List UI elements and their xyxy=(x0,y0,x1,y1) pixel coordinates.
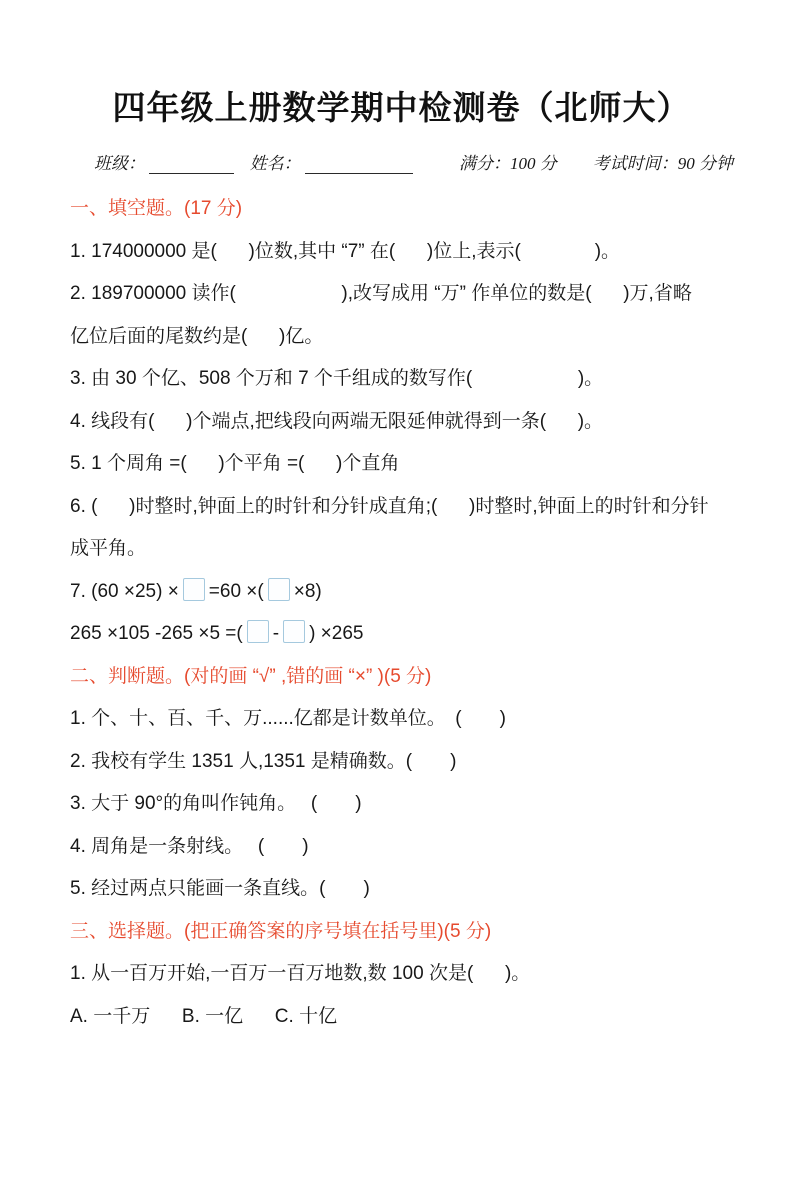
s2-question-4: 4. 周角是一条射线。 ( ) xyxy=(70,835,309,857)
section-2-heading: 二、判断题。(对的画 “√” ,错的画 “×” )(5 分) xyxy=(70,665,432,687)
s1-question-7-line-2 xyxy=(70,613,733,656)
answer-box xyxy=(183,578,205,601)
section-true-false xyxy=(70,656,733,911)
s2-question-5: 5. 经过两点只能画一条直线。( ) xyxy=(70,878,370,899)
q7-text-segment: ) ×265 xyxy=(309,623,364,644)
q7-text-segment: 7. (60 ×25) × xyxy=(70,580,179,602)
exam-time-text: 考试时间：90 分钟 xyxy=(592,154,733,173)
s1-question-2-line-1: 2. 189700000 读作( ),改写成用 “万” 作单位的数是( )万,省略 xyxy=(70,283,692,304)
s1-question-6-line-1: 6. ( )时整时,钟面上的时针和分针成直角;( )时整时,钟面上的时针和分针 xyxy=(70,495,709,517)
s1-question-3: 3. 由 30 个亿、508 个万和 7 个千组成的数写作( )。 xyxy=(70,368,604,389)
s3-question-1-options: A. 一千万 B. 一亿 C. 十亿 xyxy=(70,1005,338,1027)
s1-question-1: 1. 174000000 是( )位数,其中 “7” 在( )位上,表示( )。 xyxy=(70,240,621,262)
answer-box xyxy=(268,578,290,601)
q7-text-segment: ×8) xyxy=(293,580,322,602)
answer-box xyxy=(247,620,269,643)
s2-question-3: 3. 大于 90°的角叫作钝角。 ( ) xyxy=(70,793,362,814)
page-title: 四年级上册数学期中检测卷（北师大） xyxy=(112,91,691,127)
answer-box xyxy=(283,620,305,643)
s2-question-2: 2. 我校有学生 1351 人,1351 是精确数。( ) xyxy=(70,750,457,772)
s1-question-2-line-2: 亿位后面的尾数约是( )亿。 xyxy=(70,325,324,347)
s1-question-4: 4. 线段有( )个端点,把线段向两端无限延伸就得到一条( )。 xyxy=(70,410,604,432)
q7-text-segment: 265 ×105 -265 ×5 =( xyxy=(70,623,243,644)
class-label: 班级： xyxy=(94,154,145,173)
exam-meta-row xyxy=(94,149,733,174)
s1-question-7-line-1 xyxy=(70,571,733,614)
class-blank-line xyxy=(149,155,234,174)
q7-text-segment: =60 ×( xyxy=(208,580,264,602)
exam-paper-page xyxy=(0,82,793,1038)
section-3-heading: 三、选择题。(把正确答案的序号填在括号里)(5 分) xyxy=(70,920,492,942)
exam-content xyxy=(70,188,733,1038)
section-1-heading: 一、填空题。(17 分) xyxy=(70,198,243,219)
section-fill-in-blanks xyxy=(70,188,733,656)
name-label: 姓名： xyxy=(249,154,301,173)
full-score-text: 满分：100 分 xyxy=(459,154,557,173)
s1-question-6-line-2: 成平角。 xyxy=(70,538,147,559)
s2-question-1: 1. 个、十、百、千、万......亿都是计数单位。 ( ) xyxy=(70,708,506,729)
s1-question-5: 5. 1 个周角 =( )个平角 =( )个直角 xyxy=(70,453,400,474)
name-blank-line xyxy=(305,155,413,174)
s3-question-1: 1. 从一百万开始,一百万一百万地数,数 100 次是( )。 xyxy=(70,963,531,984)
q7-text-segment: - xyxy=(272,623,280,644)
section-multiple-choice xyxy=(70,911,733,1039)
